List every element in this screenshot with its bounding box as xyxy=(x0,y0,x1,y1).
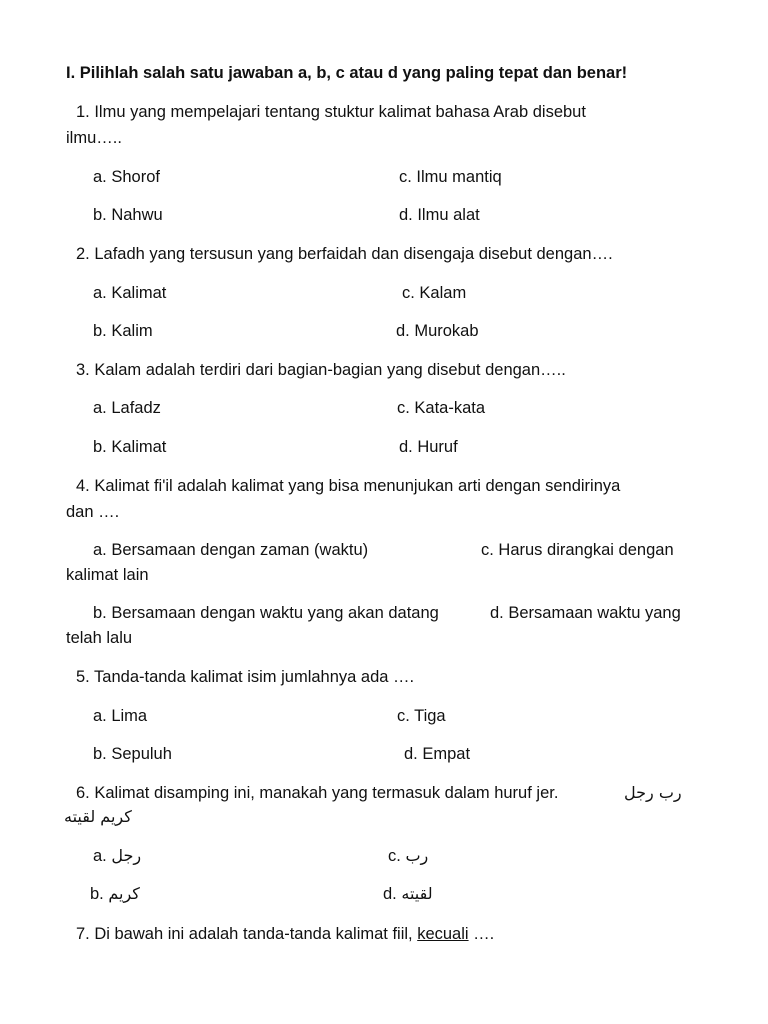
question-6-option-b-arabic: كريم xyxy=(108,884,140,903)
question-7-text xyxy=(76,923,494,945)
question-3-option-b: b. Kalimat xyxy=(93,438,167,456)
question-5-option-d: d. Empat xyxy=(404,745,471,763)
question-6-option-c-arabic: رب xyxy=(405,846,429,865)
question-3-option-a: a. Lafadz xyxy=(93,399,161,417)
question-1-option-c: c. Ilmu mantiq xyxy=(399,168,502,186)
question-6-option-d-label: d. xyxy=(383,885,397,903)
question-7-underlined-word: kecuali xyxy=(417,925,469,943)
question-7-text-before: 7. Di bawah ini adalah tanda-tanda kalimat fiil, xyxy=(76,925,418,943)
question-6-arabic-sentence: رب رجل xyxy=(624,783,682,802)
question-6-option-d-arabic: لقيته xyxy=(401,884,433,903)
question-4-option-b: b. Bersamaan dengan waktu yang akan datang xyxy=(93,604,439,622)
question-5-text: 5. Tanda-tanda kalimat isim jumlahnya ada …. xyxy=(76,668,415,686)
question-4-option-c-continued: kalimat lain xyxy=(66,566,149,584)
question-6-option-a-label: a. xyxy=(93,847,107,865)
question-4-option-d: d. Bersamaan waktu yang xyxy=(490,604,681,622)
instruction-heading: I. Pilihlah salah satu jawaban a, b, c atau d yang paling tepat dan benar! xyxy=(66,64,628,82)
question-2-option-a: a. Kalimat xyxy=(93,284,167,302)
question-6-option-c-label: c. xyxy=(388,847,401,865)
question-2-option-d: d. Murokab xyxy=(396,322,479,340)
question-2-option-b: b. Kalim xyxy=(93,322,153,340)
question-6-option-d xyxy=(383,883,433,905)
question-4-option-a: a. Bersamaan dengan zaman (waktu) xyxy=(93,541,369,559)
question-5-option-b: b. Sepuluh xyxy=(93,745,172,763)
question-6-option-a-arabic: رجل xyxy=(111,846,142,865)
question-6-option-b xyxy=(90,883,140,905)
question-1-text-continued: ilmu….. xyxy=(66,129,122,147)
question-3-option-c: c. Kata-kata xyxy=(397,399,486,417)
question-3-option-d: d. Huruf xyxy=(399,438,458,456)
question-4-option-d-continued: telah lalu xyxy=(66,629,133,647)
question-5-option-c: c. Tiga xyxy=(397,707,446,725)
question-1-text: 1. Ilmu yang mempelajari tentang stuktur kalimat bahasa Arab disebut xyxy=(76,103,586,121)
question-5-option-a: a. Lima xyxy=(93,707,148,725)
question-6-option-a xyxy=(93,845,141,867)
question-2-option-c: c. Kalam xyxy=(402,284,467,302)
question-4-text: 4. Kalimat fi'il adalah kalimat yang bisa menunjukan arti dengan sendirinya xyxy=(76,477,621,495)
question-2-text: 2. Lafadh yang tersusun yang berfaidah dan disengaja disebut dengan…. xyxy=(76,245,613,263)
question-6-option-c xyxy=(388,845,428,867)
question-3-text: 3. Kalam adalah terdiri dari bagian-bagian yang disebut dengan….. xyxy=(76,361,566,379)
question-4-option-c: c. Harus dirangkai dengan xyxy=(481,541,674,559)
question-4-text-continued: dan …. xyxy=(66,503,120,521)
question-7-text-after: …. xyxy=(468,925,495,943)
question-1-option-d: d. Ilmu alat xyxy=(399,206,480,224)
question-6-arabic-sentence-continued: كريم لقيته xyxy=(64,807,132,826)
question-1-option-a: a. Shorof xyxy=(93,168,160,186)
question-6-text: 6. Kalimat disamping ini, manakah yang termasuk dalam huruf jer. xyxy=(76,784,559,802)
question-6-option-b-label: b. xyxy=(90,885,104,903)
question-1-option-b: b. Nahwu xyxy=(93,206,163,224)
